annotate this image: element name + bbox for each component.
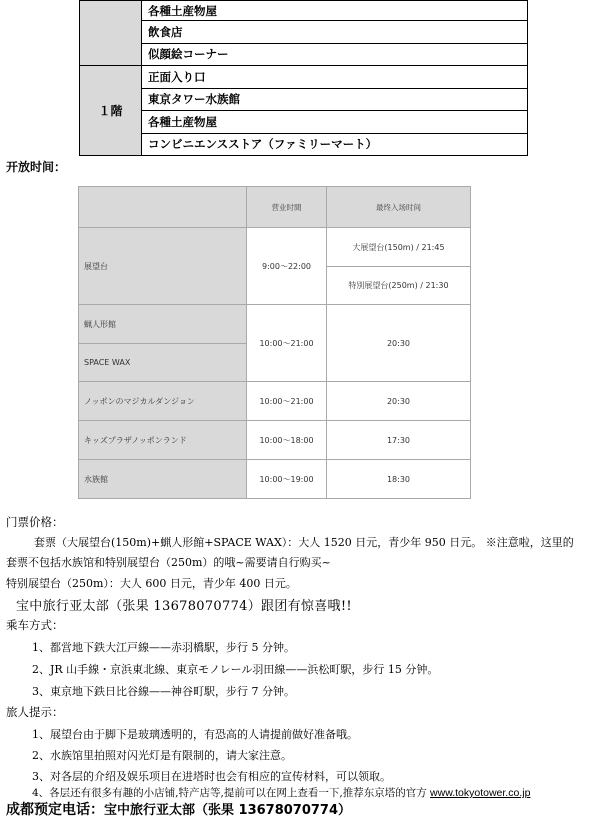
- observatory-hours: 9:00～22:00: [247, 228, 327, 305]
- upper-floor-cell: [80, 1, 142, 66]
- header-blank: [79, 187, 247, 228]
- ticket-set-line: 套票（大展望台(150m)+蝋人形館+SPACE WAX）：大人 1520 日元，青少年 950 日元。 ※注意啦，这里的: [34, 536, 574, 549]
- ticket-price-heading: 门票价格：: [6, 515, 64, 529]
- transport-item: 2、JR 山手線・京浜東北線、東京モノレール羽田線——浜松町駅，步行 15 分钟。: [32, 663, 439, 676]
- row-space-wax: SPACE WAX: [79, 344, 247, 382]
- agency-promo: 宝中旅行亚太部（张果 13678070774）跟团有惊喜哦!!: [16, 599, 352, 614]
- main-deck-last-entry: 大展望台(150m) / 21:45: [327, 228, 471, 267]
- floor-shop-item: 似顔絵コーナー: [142, 43, 528, 66]
- opening-hours-table: [78, 186, 471, 499]
- transport-heading: 乘车方式：: [6, 618, 64, 632]
- dungeon-last-entry: 20:30: [327, 382, 471, 421]
- transport-item: 1、都営地下鉄大江戸線——赤羽橋駅，步行 5 分钟。: [32, 641, 295, 654]
- booking-phone-value: 宝中旅行亚太部（张果 13678070774）: [104, 803, 352, 818]
- opening-hours-heading: 开放时间：: [6, 160, 67, 174]
- floor-shop-item: 正面入り口: [142, 66, 528, 89]
- header-business-hours: 营业时間: [247, 187, 327, 228]
- ticket-special-deck: 特别展望台（250m）：大人 600 日元，青少年 400 日元。: [6, 577, 297, 590]
- tip-item: 2、水族馆里拍照对闪光灯是有限制的，请大家注意。: [32, 749, 292, 762]
- ticket-set-note: 套票不包括水族馆和特别展望台（250m）的哦~需要请自行购买~: [6, 556, 331, 569]
- tips-heading: 旅人提示：: [6, 705, 64, 719]
- booking-phone: [6, 799, 351, 819]
- tip-item: 3、对各层的介绍及娱乐项目在进塔时也会有相应的宣传材料，可以领取。: [32, 770, 391, 783]
- floor-shop-item: 東京タワー水族館: [142, 88, 528, 111]
- wax-last-entry: 20:30: [327, 305, 471, 382]
- row-wax-museum: 蝋人形館: [79, 305, 247, 344]
- row-dungeon: ノッポンのマジカルダンジョン: [79, 382, 247, 421]
- special-deck-last-entry: 特別展望台(250m) / 21:30: [327, 267, 471, 305]
- row-kids-plaza: キッズプラザノッポンランド: [79, 421, 247, 460]
- tip-item-text: 4、各层还有很多有趣的小店铺,特产店等,提前可以在网上查看一下,推荐东京塔的官方: [32, 787, 431, 799]
- floor-shop-item: 各種土産物屋: [142, 111, 528, 134]
- row-aquarium: 水族館: [79, 460, 247, 499]
- first-floor-label: １階: [80, 66, 142, 156]
- floor-shop-item: コンビニエンスストア（ファミリーマート）: [142, 133, 528, 156]
- row-observatory: 展望台: [79, 228, 247, 305]
- floor-shop-item: 飲食店: [142, 21, 528, 44]
- kids-hours: 10:00～18:00: [247, 421, 327, 460]
- transport-item: 3、東京地下鉄日比谷線——神谷町駅，步行 7 分钟。: [32, 685, 295, 698]
- tip-item: 1、展望台由于脚下是玻璃透明的，有恐高的人请提前做好准备哦。: [32, 728, 358, 741]
- aquarium-hours: 10:00～19:00: [247, 460, 327, 499]
- floor-directory-table: [79, 0, 528, 156]
- header-last-entry: 最终入场时间: [327, 187, 471, 228]
- kids-last-entry: 17:30: [327, 421, 471, 460]
- booking-phone-label: 成都预定电话：: [6, 802, 104, 818]
- wax-hours: 10:00～21:00: [247, 305, 327, 382]
- floor-shop-item: 各種土産物屋: [142, 1, 528, 21]
- official-site-link[interactable]: www.tokyotower.co.jp: [430, 787, 531, 799]
- aquarium-last-entry: 18:30: [327, 460, 471, 499]
- tip-item-with-link: [32, 785, 530, 800]
- dungeon-hours: 10:00～21:00: [247, 382, 327, 421]
